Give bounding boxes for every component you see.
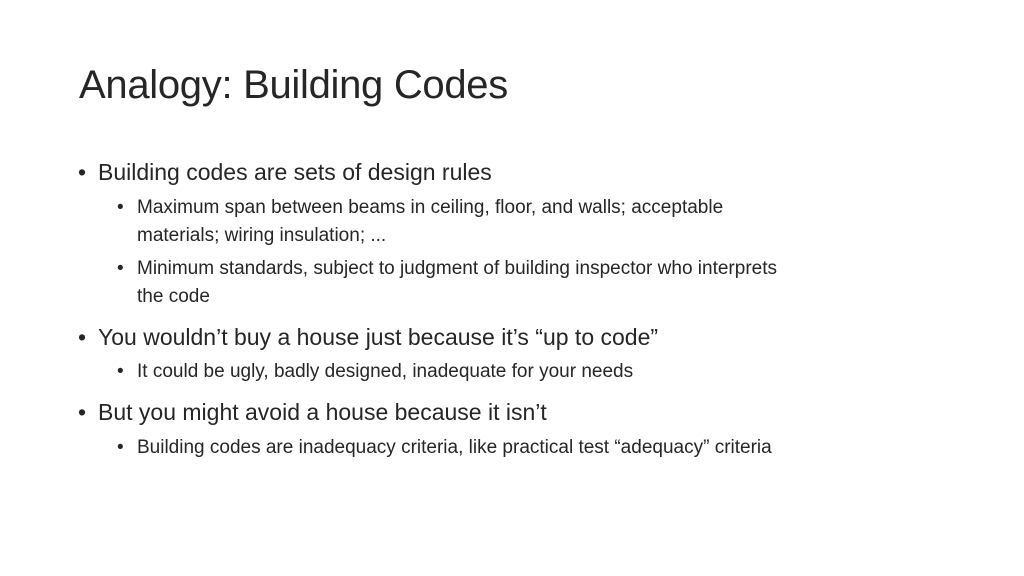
bullet-text: You wouldn’t buy a house just because it’s “up to code” (98, 324, 659, 350)
bullet-item-level2 (117, 255, 777, 311)
bullet-text: But you might avoid a house because it isn’t (98, 399, 547, 425)
bullet-item-level1 (78, 322, 659, 352)
bullet-text: Building codes are sets of design rules (98, 159, 492, 185)
bullet-item-level1 (78, 157, 492, 187)
bullet-text-line: Maximum span between beams in ceiling, floor, and walls; acceptable (137, 197, 724, 218)
bullet-item-level2 (117, 194, 724, 250)
bullet-dot: • (117, 258, 124, 279)
bullet-item-level1 (78, 397, 547, 427)
bullet-text: Building codes are inadequacy criteria, like practical test “adequacy” criteria (137, 437, 772, 458)
bullet-dot: • (117, 197, 124, 218)
bullet-text-line: Minimum standards, subject to judgment of building inspector who interprets (137, 258, 777, 279)
bullet-dot: • (78, 159, 87, 185)
bullet-item-level2 (117, 358, 634, 386)
bullet-text: It could be ugly, badly designed, inadequate for your needs (137, 361, 634, 382)
bullet-dot: • (117, 437, 124, 458)
bullet-dot: • (78, 324, 87, 350)
bullet-dot: • (117, 361, 124, 382)
bullet-text-line: the code (137, 286, 210, 307)
bullet-dot: • (78, 399, 87, 425)
bullet-item-level2 (117, 434, 772, 462)
slide-title: Analogy: Building Codes (79, 63, 508, 107)
bullet-text-line: materials; wiring insulation; ... (137, 225, 387, 246)
